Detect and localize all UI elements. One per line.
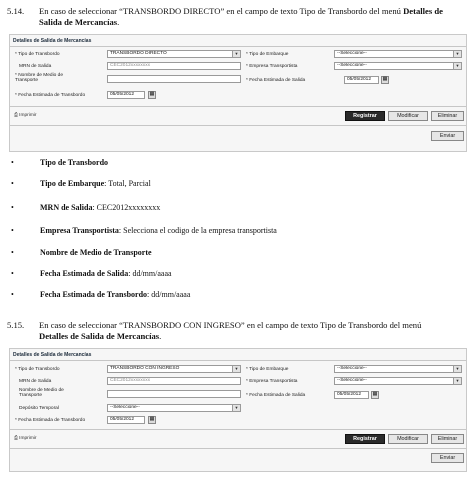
printer-icon: ⎙ [14,436,20,441]
empresa-select[interactable] [334,377,462,385]
section-heading-5-15 [7,320,467,344]
enviar-button[interactable]: Enviar [431,131,464,141]
chevron-down-icon: ▼ [453,63,461,69]
nombre-medio-label: Nombre de Medio de Transporte [19,388,64,399]
fecha-salida-label: * Fecha Estimada de Salida [246,393,306,398]
modificar-button[interactable]: Modificar [388,111,428,121]
panel-title: Detalles de Salida de Mercancías [13,38,92,44]
nombre-medio-label: * Nombre de Medio de Transporte [15,73,63,84]
panel-title: Detalles de Salida de Mercancías [13,352,92,358]
tipo-embarque-label: * Tipo de Embarque [246,367,289,372]
tipo-embarque-label: * Tipo de Embarque [246,52,289,57]
tipo-transbordo-select[interactable] [107,365,241,373]
fecha-salida-field[interactable]: 05/05/2012 [334,391,369,399]
tipo-embarque-select[interactable] [334,365,462,373]
divider [10,46,466,47]
nombre-medio-field[interactable] [107,390,241,398]
eliminar-button[interactable]: Eliminar [431,434,464,444]
mrn-label: MRN de Salida [19,379,52,384]
modificar-button[interactable]: Modificar [388,434,428,444]
fecha-salida-label: * Fecha Estimada de Salida [246,78,306,83]
empresa-select[interactable] [334,62,462,70]
empresa-label: * Empresa Transportista [246,64,298,69]
empresa-value: --Seleccione-- [337,378,367,383]
deposito-select[interactable] [107,404,241,412]
empresa-label: * Empresa Transportista [246,379,298,384]
chevron-down-icon: ▼ [232,51,240,57]
enviar-button[interactable]: Enviar [431,453,464,463]
chevron-down-icon: ▼ [453,366,461,372]
fecha-transbordo-field[interactable]: 05/05/2012 [107,91,145,99]
eliminar-button[interactable]: Eliminar [431,111,464,121]
tipo-embarque-value: --Seleccione-- [337,51,367,56]
section-number: 5.14. [7,6,25,16]
tipo-transbordo-value: TRANSBORDO CON INGRESO [110,366,180,371]
section-text: En caso de seleccionar “TRANSBORDO CON INGRESO” en el campo de texto Tipo de Transbordo del menú Detalles de Salida de Mercancías. [39,320,422,341]
deposito-label: Depósito Temporal [19,406,59,411]
chevron-down-icon: ▼ [453,378,461,384]
mrn-field[interactable]: CEC2012xxxxxxxx [107,377,241,385]
fecha-transbordo-label: * Fecha Estimada de Transbordo [15,418,86,423]
divider [10,360,466,361]
tipo-transbordo-value: TRANSBORDO DIRECTO [110,51,167,56]
divider [10,125,466,126]
fecha-transbordo-label: * Fecha Estimada de Transbordo [15,93,86,98]
fecha-transbordo-field[interactable]: 05/05/2012 [107,416,145,424]
divider [10,106,466,107]
section-number: 5.15. [7,320,25,330]
printer-icon: ⎙ [14,113,20,118]
registrar-button[interactable]: Registrar [345,111,385,121]
calendar-icon[interactable]: ▦ [372,392,378,397]
section-heading-5-14 [7,6,467,30]
print-link[interactable]: ⎙ Imprimir [14,436,37,441]
section-text: En caso de seleccionar “TRANSBORDO DIRECTO” en el campo de texto Tipo de Transbordo del menú Detalles de Salida de Mercancías. [39,6,443,27]
print-link[interactable]: ⎙ Imprimir [14,113,37,118]
chevron-down-icon: ▼ [453,51,461,57]
divider [10,429,466,430]
divider [10,448,466,449]
fecha-salida-field[interactable]: 05/05/2012 [344,76,379,84]
nombre-medio-field[interactable] [107,75,241,83]
tipo-transbordo-label: * Tipo de Transbordo [15,367,60,372]
chevron-down-icon: ▼ [232,366,240,372]
tipo-transbordo-label: * Tipo de Transbordo [15,52,60,57]
empresa-value: --Seleccione-- [337,63,367,68]
tipo-embarque-value: --Seleccione-- [337,366,367,371]
tipo-transbordo-select[interactable] [107,50,241,58]
registrar-button[interactable]: Registrar [345,434,385,444]
mrn-label: MRN de Salida [19,64,52,69]
tipo-embarque-select[interactable] [334,50,462,58]
deposito-value: --Seleccione-- [110,405,140,410]
salida-form-panel [9,348,467,472]
calendar-icon[interactable]: ▦ [149,417,155,422]
salida-form-panel [9,34,467,152]
mrn-field[interactable]: CEC2012xxxxxxxx [107,62,241,70]
calendar-icon[interactable]: ▦ [149,92,155,97]
chevron-down-icon: ▼ [232,405,240,411]
calendar-icon[interactable]: ▦ [382,77,388,82]
